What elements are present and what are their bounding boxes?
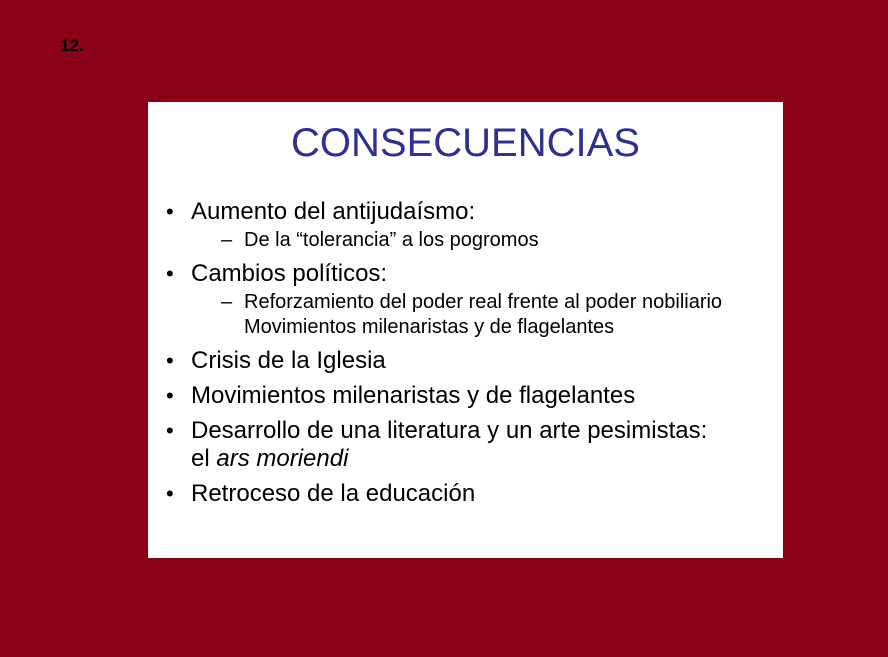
bullet-list [164,198,774,508]
bullet-text: Aumento del antijudaísmo: [191,198,476,225]
bullet-icon: • [166,199,174,224]
bullet-item-cambios-politicos [164,260,774,340]
dash-icon: – [221,229,233,251]
page-number: 12. [60,36,84,55]
bullet-icon: • [166,348,174,373]
bullet-text-italic: ars moriendi [216,445,349,472]
sub-item-text-line1: Reforzamiento del poder real frente al poder nobiliario [244,291,723,313]
dash-icon: – [221,291,233,313]
sub-item-reforzamiento [221,290,774,340]
bullet-text: Retroceso de la educación [191,480,476,507]
bullet-icon: • [166,383,174,408]
bullet-text-line2-prefix: el [191,445,217,472]
bullet-text: Crisis de la Iglesia [191,347,386,374]
bullet-item-literatura-arte [164,417,774,473]
bullet-icon: • [166,481,174,506]
bullet-item-educacion [164,480,774,508]
bullet-item-movimientos [164,382,774,410]
bullet-text: Movimientos milenaristas y de flagelantes [191,382,636,409]
slide [148,102,783,558]
sub-item-text-line2: Movimientos milenaristas y de flagelantes [244,316,615,338]
sub-item-pogromos [221,228,774,253]
bullet-item-antijudaismo [164,198,774,253]
sub-list [191,228,774,253]
sub-list [191,290,774,340]
bullet-text-line1: Desarrollo de una literatura y un arte pesimistas: [191,417,708,444]
slide-title: CONSECUENCIAS [291,121,640,165]
sub-item-text: De la “tolerancia” a los pogromos [244,229,539,251]
bullet-text: Cambios políticos: [191,260,388,287]
bullet-item-crisis-iglesia [164,347,774,375]
bullet-icon: • [166,418,174,443]
bullet-icon: • [166,261,174,286]
